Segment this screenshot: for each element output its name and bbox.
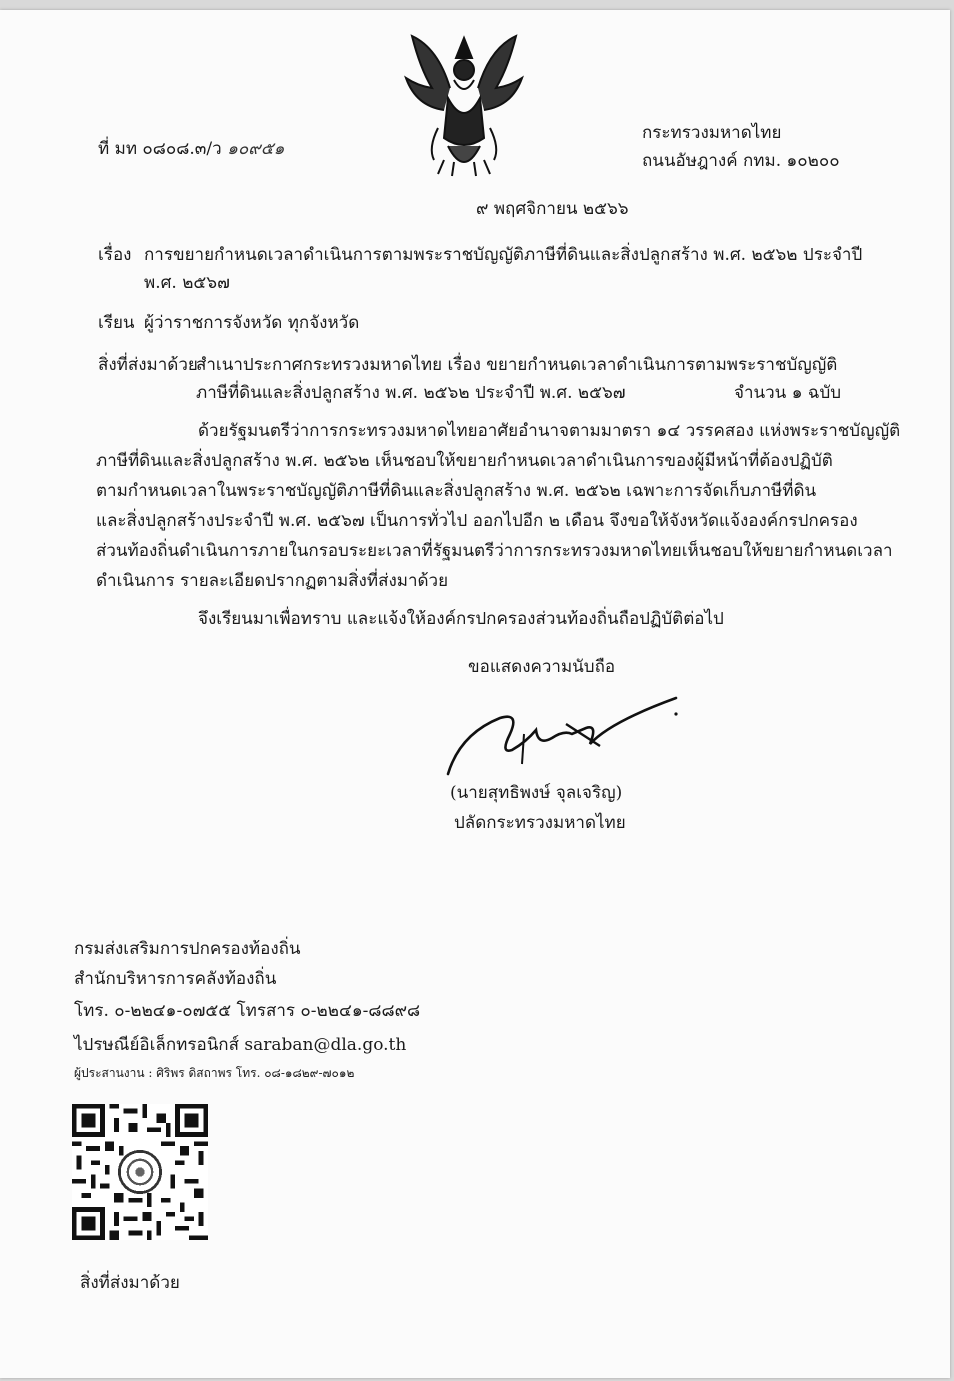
garuda-emblem-icon [398,28,530,180]
office-name: กระทรวงมหาดไทย [642,123,782,143]
qr-code-icon [72,1104,208,1240]
body-line-6: ดำเนินการ รายละเอียดปรากฏตามสิ่งที่ส่งมาด้วย [96,571,449,591]
reference-prefix: ที่ มท ๐๘๐๘.๓/ว [98,139,222,159]
subject-label: เรื่อง [98,245,132,265]
signatory-name: (นายสุทธิพงษ์ จุลเจริญ) [450,783,623,803]
enclosure-count: จำนวน ๑ ฉบับ [734,383,842,403]
recipient-value: ผู้ว่าราชการจังหวัด ทุกจังหวัด [144,313,360,333]
footer-phone: โทร. ๐-๒๒๔๑-๐๗๕๕ โทรสาร ๐-๒๒๔๑-๘๘๙๘ [74,1001,421,1021]
subject-line-1: การขยายกำหนดเวลาดำเนินการตามพระราชบัญญัติภาษีที่ดินและสิ่งปลูกสร้าง พ.ศ. ๒๕๖๒ ประจำปี [144,245,863,265]
letter-date: ๙ พฤศจิกายน ๒๕๖๖ [476,199,629,219]
body-line-5: ส่วนท้องถิ่นดำเนินการภายในกรอบระยะเวลาที่รัฐมนตรีว่าการกระทรวงมหาดไทยเห็นชอบให้ขยายกำหนดเวลา [96,541,893,561]
enclosure-line-2: ภาษีที่ดินและสิ่งปลูกสร้าง พ.ศ. ๒๕๖๒ ประจำปี พ.ศ. ๒๕๖๗ [196,383,626,403]
salutation: ขอแสดงความนับถือ [468,657,616,677]
subject-line-2: พ.ศ. ๒๕๖๗ [144,273,230,293]
body-line-4: และสิ่งปลูกสร้างประจำปี พ.ศ. ๒๕๖๗ เป็นการทั่วไป ออกไปอีก ๒ เดือน จึงขอให้จังหวัดแจ้งองค์กรปกครอง [96,511,858,531]
footer-coordinator: ผู้ประสานงาน : ศิริพร ดิสถาพร โทร. ๐๘-๑๘๒๙-๗๐๑๒ [74,1066,355,1080]
office-address: ถนนอัษฎางค์ กทม. ๑๐๒๐๐ [642,151,840,171]
body-line-2: ภาษีที่ดินและสิ่งปลูกสร้าง พ.ศ. ๒๕๖๒ เห็นชอบให้ขยายกำหนดเวลาดำเนินการของผู้มีหน้าที่ต้องปฏิบัติ [96,451,833,471]
reference-number [98,138,284,160]
footer-bureau: สำนักบริหารการคลังท้องถิ่น [74,969,277,989]
signature-icon [440,694,690,784]
body-line-1: ด้วยรัฐมนตรีว่าการกระทรวงมหาดไทยอาศัยอำนาจตามมาตรา ๑๔ วรรคสอง แห่งพระราชบัญญัติ [198,421,901,441]
body-line-3: ตามกำหนดเวลาในพระราชบัญญัติภาษีที่ดินและสิ่งปลูกสร้าง พ.ศ. ๒๕๖๒ เฉพาะการจัดเก็บภาษีที่ดิน [96,481,817,501]
reference-handwritten: ๑๐๙๕๑ [227,139,285,159]
footer-department: กรมส่งเสริมการปกครองท้องถิ่น [74,939,301,959]
footer-enclosure-caption: สิ่งที่ส่งมาด้วย [80,1273,180,1293]
signatory-title: ปลัดกระทรวงมหาดไทย [454,813,626,833]
enclosure-line-1: สำเนาประกาศกระทรวงมหาดไทย เรื่อง ขยายกำหนดเวลาดำเนินการตามพระราชบัญญัติ [196,355,838,375]
letter-page [0,10,950,1378]
closing-request: จึงเรียนมาเพื่อทราบ และแจ้งให้องค์กรปกครองส่วนท้องถิ่นถือปฏิบัติต่อไป [198,609,724,629]
enclosure-label: สิ่งที่ส่งมาด้วย [98,355,198,375]
recipient-label: เรียน [98,313,135,333]
footer-email: ไปรษณีย์อิเล็กทรอนิกส์ saraban@dla.go.th [74,1035,407,1055]
